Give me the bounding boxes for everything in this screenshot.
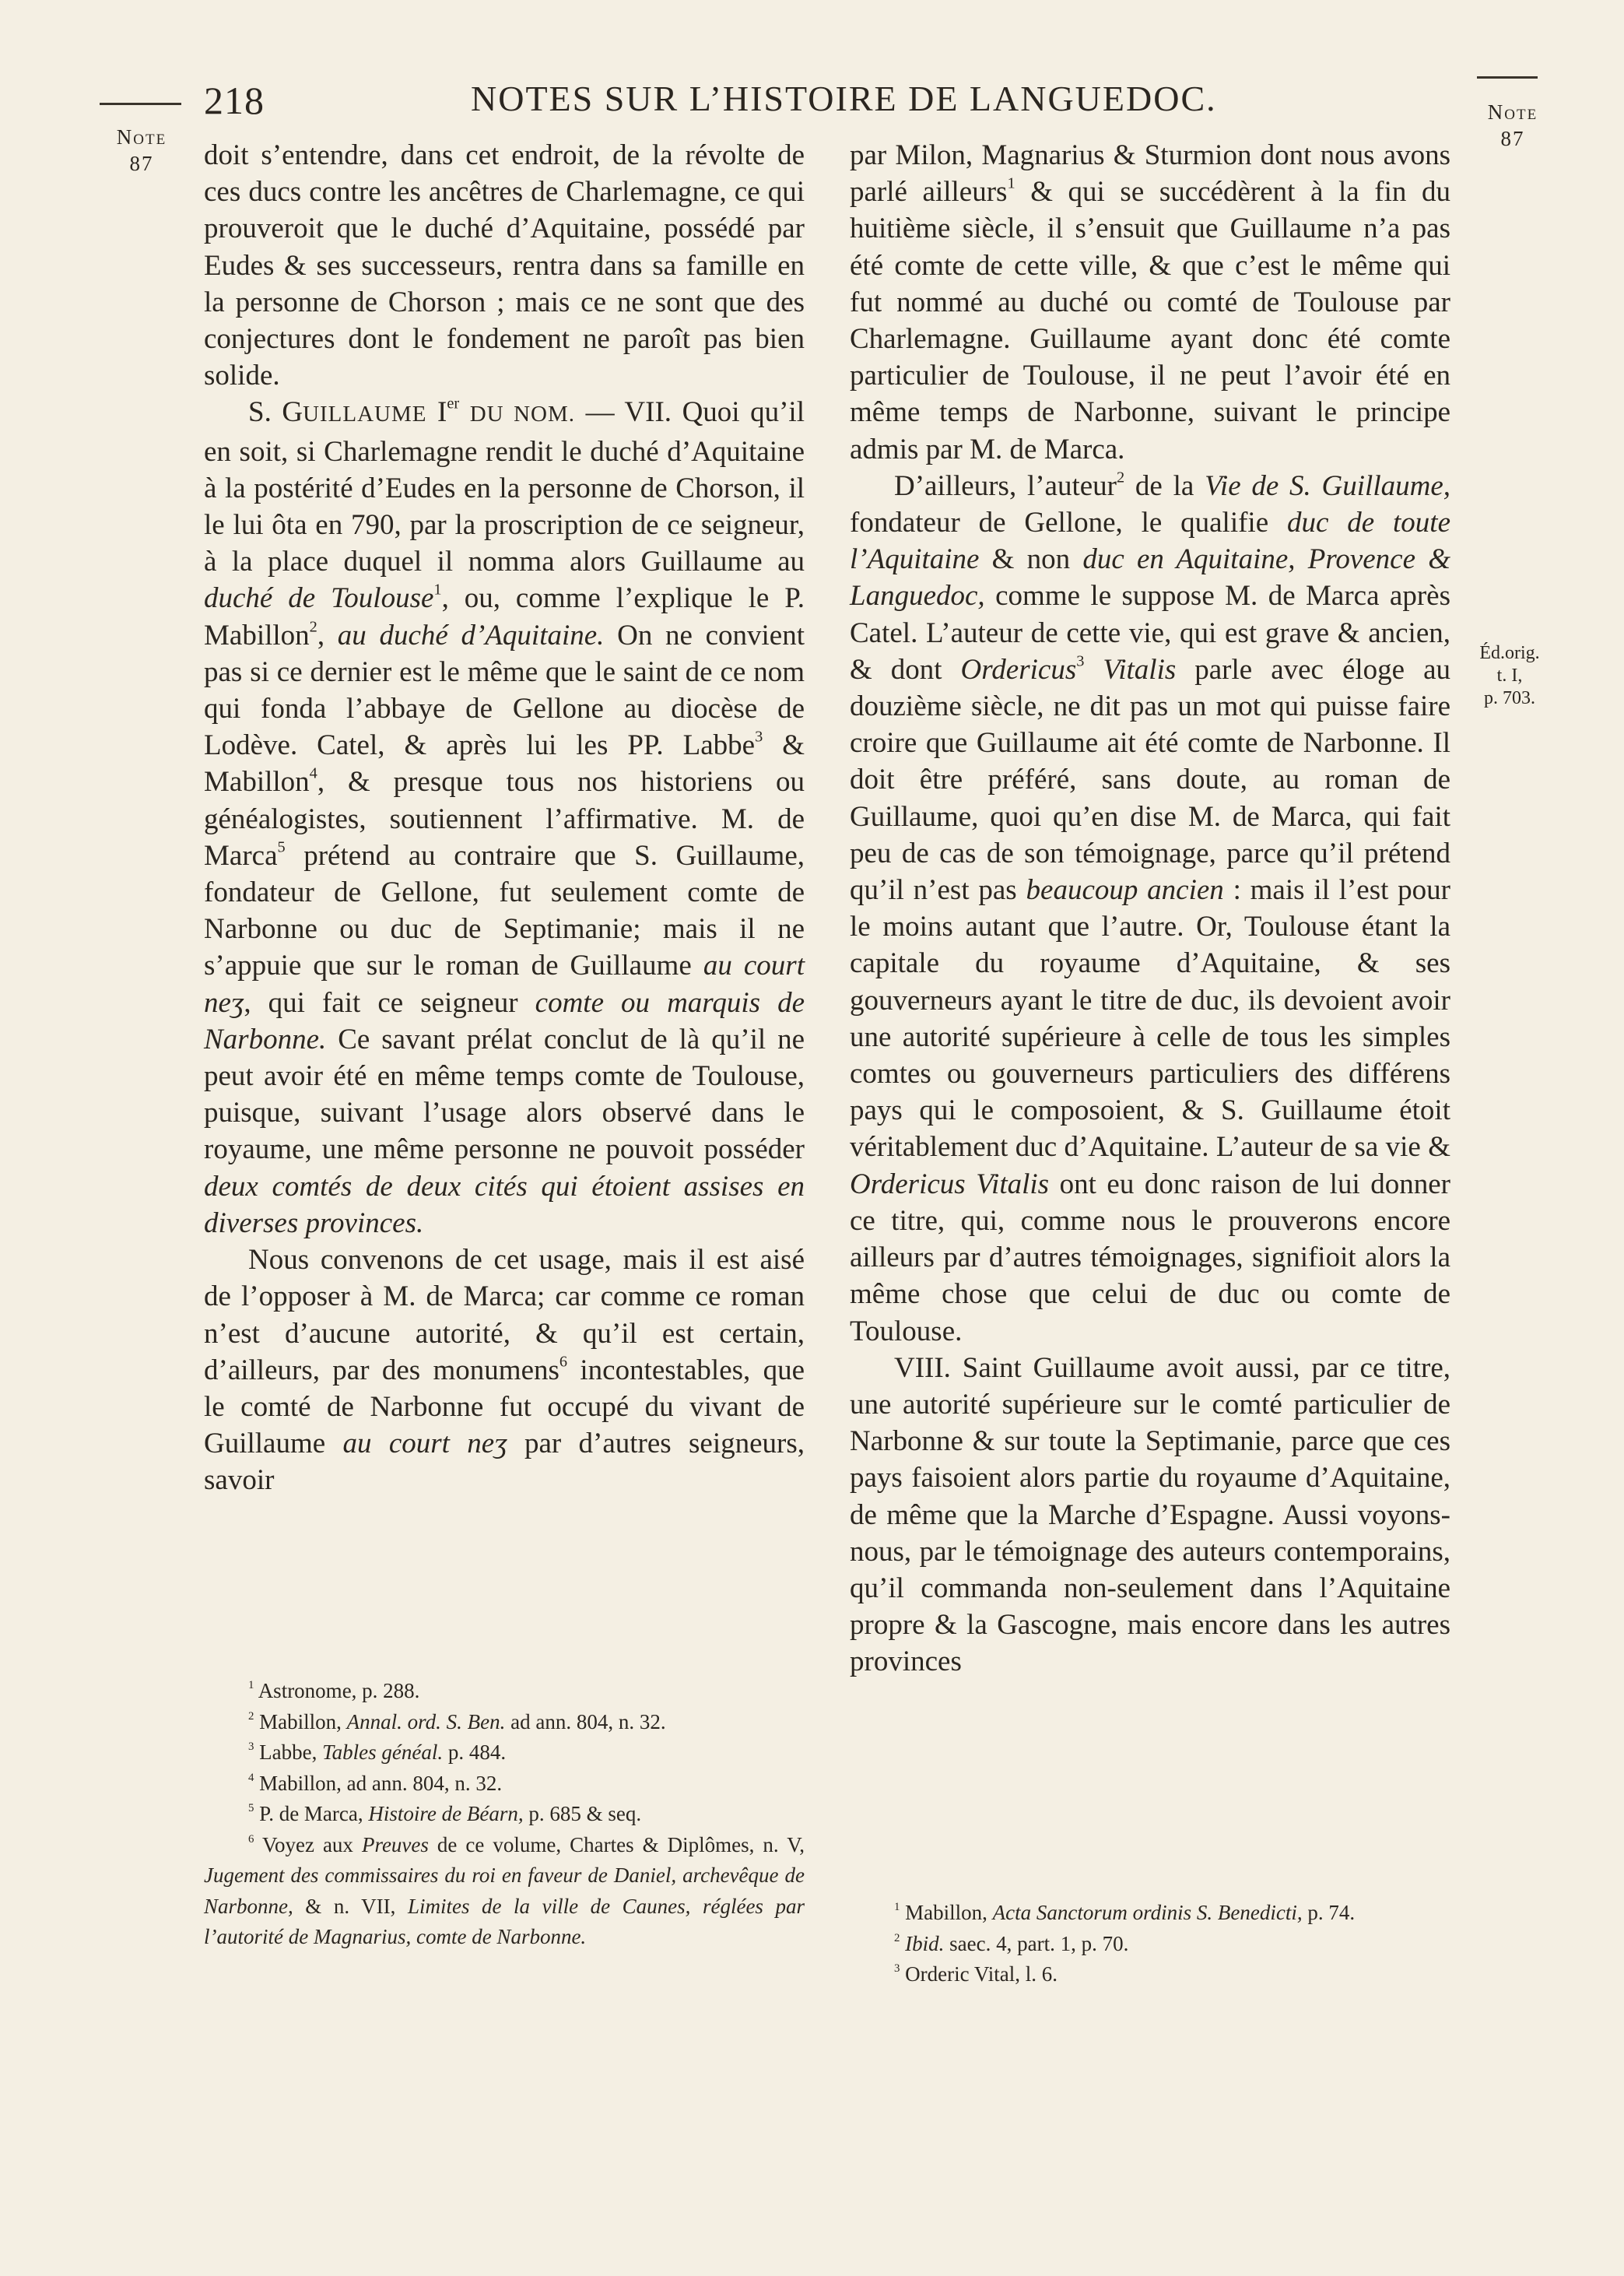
text-run: parle avec éloge au douzième siècle, ne dit pas un mot qui puisse faire croire que Guillaume ait été comte de Narbonne. Il doit être préféré, sans doute, au roman de Guillaume, quoi qu’en dise M. de Marca, qui fait peu de cas de son témoignage, parce qu’il prétend qu’il n’est pas [850, 653, 1450, 907]
footnote-text: p. 484. [443, 1740, 507, 1764]
text-run: de la [1124, 469, 1205, 502]
footnote-ref-3: 3 [1076, 652, 1085, 670]
footnote-italic: Preuves [361, 1832, 429, 1856]
italic-court-nez: au court neʒ [204, 950, 805, 1019]
margin-edition-reference [1463, 642, 1556, 710]
footnote-text: de ce volume, Chartes & Diplômes, n. V, [428, 1832, 805, 1856]
text-run: On ne convient pas si ce dernier est le même que le saint de ce nom qui fonda l’abbaye de Gellone au diocèse de Lodève. Catel, & après lui les PP. Labbe [204, 619, 805, 762]
heading-du-nom: DU NOM. [469, 402, 576, 427]
right-paragraph-2 [850, 468, 1450, 1350]
ed-orig-line1: Éd.orig. [1479, 643, 1540, 663]
text-run: D’ailleurs, l’auteur [894, 469, 1117, 502]
margin-note-right-word: Note [1487, 100, 1538, 124]
footnote-num: 3 [894, 1962, 900, 1976]
ed-orig-line2: t. I, [1496, 666, 1523, 686]
footnote-text: Mabillon, ad ann. 804, n. 32. [259, 1771, 503, 1795]
footnote-2 [204, 1707, 805, 1738]
footnote-r3 [850, 1959, 1450, 1990]
text-run: comme le suppose M. de Marca après Catel. L’auteur de cette vie, qui est grave & ancien, & dont [850, 580, 1450, 686]
text-run: , & presque tous nos historiens ou généalogistes, soutiennent l’affirmative. M. de Marca [204, 766, 805, 872]
italic-vitalis: Vitalis [1084, 653, 1177, 686]
ed-orig-line3: p. 703. [1484, 688, 1535, 708]
footnote-num: 5 [248, 1802, 254, 1815]
footnote-r1 [850, 1898, 1450, 1929]
footnote-italic: Acta Sanctorum ordinis S. Benedicti, [992, 1901, 1303, 1924]
footnote-text: & n. VII, [293, 1894, 408, 1918]
margin-note-left-number: 87 [129, 151, 154, 175]
footnote-ref-1: 1 [1007, 174, 1015, 192]
footnote-italic: Tables généal. [322, 1740, 444, 1764]
text-run: fondateur de Gellone, le qualifie [850, 507, 1287, 539]
margin-note-left [103, 125, 181, 177]
italic-ordericus-vitalis: Ordericus Vitalis [850, 1168, 1050, 1200]
footnote-5 [204, 1799, 805, 1830]
footnote-text: saec. 4, part. 1, p. 70. [944, 1931, 1129, 1955]
footnote-text: Voyez aux [261, 1832, 362, 1856]
footnote-text: P. de Marca, [259, 1802, 369, 1825]
footnote-num: 1 [894, 1901, 900, 1914]
left-paragraph-1: doit s’entendre, dans cet endroit, de la révolte de ces ducs contre les ancêtres de Charlemagne, ce qui prouveroit que le duché d’Aquitaine, possédé par Eudes & ses successeurs, rentra dans sa famille en la personne de Chorson ; mais ce ne sont que des conjectures dont le fondement ne paroît pas bien solide. [204, 139, 805, 392]
footnote-text: ad ann. 804, n. 32. [505, 1709, 666, 1733]
heading-s: S. G [248, 396, 303, 429]
text-run: & non [979, 543, 1083, 576]
margin-note-right [1474, 100, 1552, 153]
footnote-italic: Histoire de Béarn, [368, 1802, 524, 1825]
footnote-text: p. 685 & seq. [523, 1802, 642, 1825]
italic-vie: Vie de S. Guillaume, [1205, 469, 1451, 502]
italic-duc-en: duc en Aquitaine, Provence & Languedoc, [850, 543, 1451, 613]
header-rule-left [100, 103, 181, 105]
footnote-num: 2 [894, 1931, 900, 1944]
header-rule-right [1477, 76, 1538, 79]
footnote-1 [204, 1676, 805, 1707]
footnote-ref-4: 4 [309, 765, 317, 783]
left-column [204, 137, 805, 1499]
footnote-text: Orderic Vital, l. 6. [905, 1962, 1058, 1986]
footnote-6 [204, 1830, 805, 1953]
right-paragraph-3: VIII. Saint Guillaume avoit aussi, par ce titre, une autorité supérieure sur le comté particulier de Narbonne & sur toute la Septimanie, parce que ces pays faisoient alors partie du royaume d’Aquitaine, de même que la Marche d’Espagne. Aussi voyons-nous, par le témoignage des auteurs contemporains, qu’il commanda non-seulement dans l’Aquitaine propre & la Gascogne, mais encore dans les autres provinces [850, 1351, 1450, 1678]
text-run: — VII. Quoi qu’il en soit, si Charlemagne rendit le duché d’Aquitaine à la postérité d’Eudes en la personne de Chorson, il le lui ôta en 790, par la proscription de ce seigneur, à la place duquel il nomma alors Guillaume au [204, 396, 805, 578]
text-run: , [317, 619, 338, 652]
italic-duche-aquitaine: au duché d’Aquitaine. [337, 619, 605, 652]
text-run: par d’autres seigneurs, savoir [204, 1428, 805, 1497]
heading-roman: I [437, 396, 447, 429]
footnote-r2 [850, 1929, 1450, 1960]
italic-deux-comtes: deux comtés de deux cités qui étoient assises en diverses provinces. [204, 1170, 805, 1239]
footnote-italic: Annal. ord. S. Ben. [346, 1709, 506, 1733]
left-footnotes [204, 1676, 805, 1953]
footnote-ref-3: 3 [755, 728, 763, 746]
right-column [850, 137, 1450, 1681]
footnote-num: 6 [248, 1832, 254, 1846]
footnote-num: 3 [248, 1740, 254, 1754]
italic-comte-marquis: comte ou marquis de Narbonne. [204, 986, 805, 1055]
heading-uillaume: UILLAUME [303, 402, 427, 427]
footnote-italic: Jugement des commissaires du roi en faveur de Daniel, archevêque de Narbonne, [204, 1863, 805, 1918]
footnote-3 [204, 1737, 805, 1768]
footnote-num: 4 [248, 1771, 254, 1784]
text-run: : mais il l’est pour le moins autant que l’autre. Or, Toulouse étant la capitale du royaume d’Aquitaine, & ses gouverneurs ayant le titre de duc, ils devoient avoir une autorité supérieure à celle de tous les simples comtes ou gouverneurs particuliers des différens pays qui le composoient, & S. Guillaume étoit véritablement duc d’Aquitaine. L’auteur de sa vie & [850, 874, 1450, 1164]
footnote-ref-5: 5 [277, 838, 286, 856]
footnote-text: p. 74. [1302, 1901, 1356, 1924]
italic-court-nez: au court neʒ [342, 1428, 507, 1460]
text-run: , ou, comme l’explique le P. Mabillon [204, 582, 805, 652]
running-title: NOTES SUR L’HISTOIRE DE LANGUEDOC. [471, 79, 1217, 118]
footnote-ref-2: 2 [1117, 469, 1125, 486]
page-number: 218 [204, 79, 265, 122]
italic-duche-toulouse: duché de Toulouse [204, 582, 434, 615]
footnote-ref-1: 1 [433, 581, 442, 599]
footnote-text: Astronome, p. 288. [258, 1679, 420, 1702]
italic-ordericus: Ordericus [960, 653, 1077, 686]
footnote-num: 1 [248, 1679, 254, 1692]
footnote-italic: Ibid. [905, 1931, 945, 1955]
text-run: prétend au contraire que S. Guillaume, fondateur de Gellone, fut seulement comte de Narbonne ou duc de Septimanie; mais il ne s’appuie que sur le roman de Guillaume [204, 839, 805, 982]
footnote-text: Labbe, [259, 1740, 323, 1764]
text-run: Nous convenons de cet usage, mais il est aisé de l’opposer à M. de Marca; car comme ce roman n’est d’aucune autorité, & qu’il est certain, d’ailleurs, par des monumens [204, 1244, 805, 1386]
italic-duc-toute: duc de toute l’Aquitaine [850, 507, 1450, 576]
heading-er: er [447, 395, 460, 413]
footnote-num: 2 [248, 1709, 254, 1723]
text-run: , qui fait ce seigneur [244, 986, 535, 1019]
footnote-ref-2: 2 [309, 618, 317, 636]
italic-beaucoup: beaucoup ancien [1026, 874, 1224, 907]
footnote-italic: Limites de la ville de Caunes, réglées par l’autorité de Magnarius, comte de Narbonne. [204, 1894, 805, 1948]
margin-note-right-number: 87 [1500, 126, 1525, 150]
left-paragraph-2 [204, 394, 805, 1242]
text-run: par Milon, Magnarius & Sturmion dont nous avons parlé ailleurs [850, 139, 1450, 209]
footnote-ref-6: 6 [559, 1353, 568, 1371]
footnote-text: Mabillon, [905, 1901, 993, 1924]
footnote-text: Mabillon, [259, 1709, 347, 1733]
text-run: & qui se succédèrent à la fin du huitième siècle, il s’ensuit que Guillaume n’a pas été comte de cette ville, & que c’est le même qui fut nommé au duché ou comté de Toulouse par Charlemagne. Guillaume ayant donc été comte particulier de Toulouse, il ne peut l’avoir été en même temps de Narbonne, suivant le principe admis par M. de Marca. [850, 176, 1450, 465]
text-run: incontestables, que le comté de Narbonne fut occupé du vivant de Guillaume [204, 1354, 805, 1460]
left-paragraph-3 [204, 1242, 805, 1498]
text-run: Ce savant prélat conclut de là qu’il ne peut avoir été en même temps comte de Toulouse, puisque, suivant l’usage alors observé dans le royaume, une même personne ne pouvoit posséder [204, 1023, 805, 1166]
text-run: ont eu donc raison de lui donner ce titre, qui, comme nous le prouverons encore ailleurs par d’autres témoignages, signifioit alors la même chose que celui de duc ou comte de Toulouse. [850, 1168, 1451, 1347]
footnote-4 [204, 1768, 805, 1800]
margin-note-left-word: Note [116, 125, 167, 149]
text-run: & Mabillon [204, 729, 805, 799]
right-footnotes [850, 1898, 1450, 1990]
right-paragraph-1 [850, 137, 1450, 468]
